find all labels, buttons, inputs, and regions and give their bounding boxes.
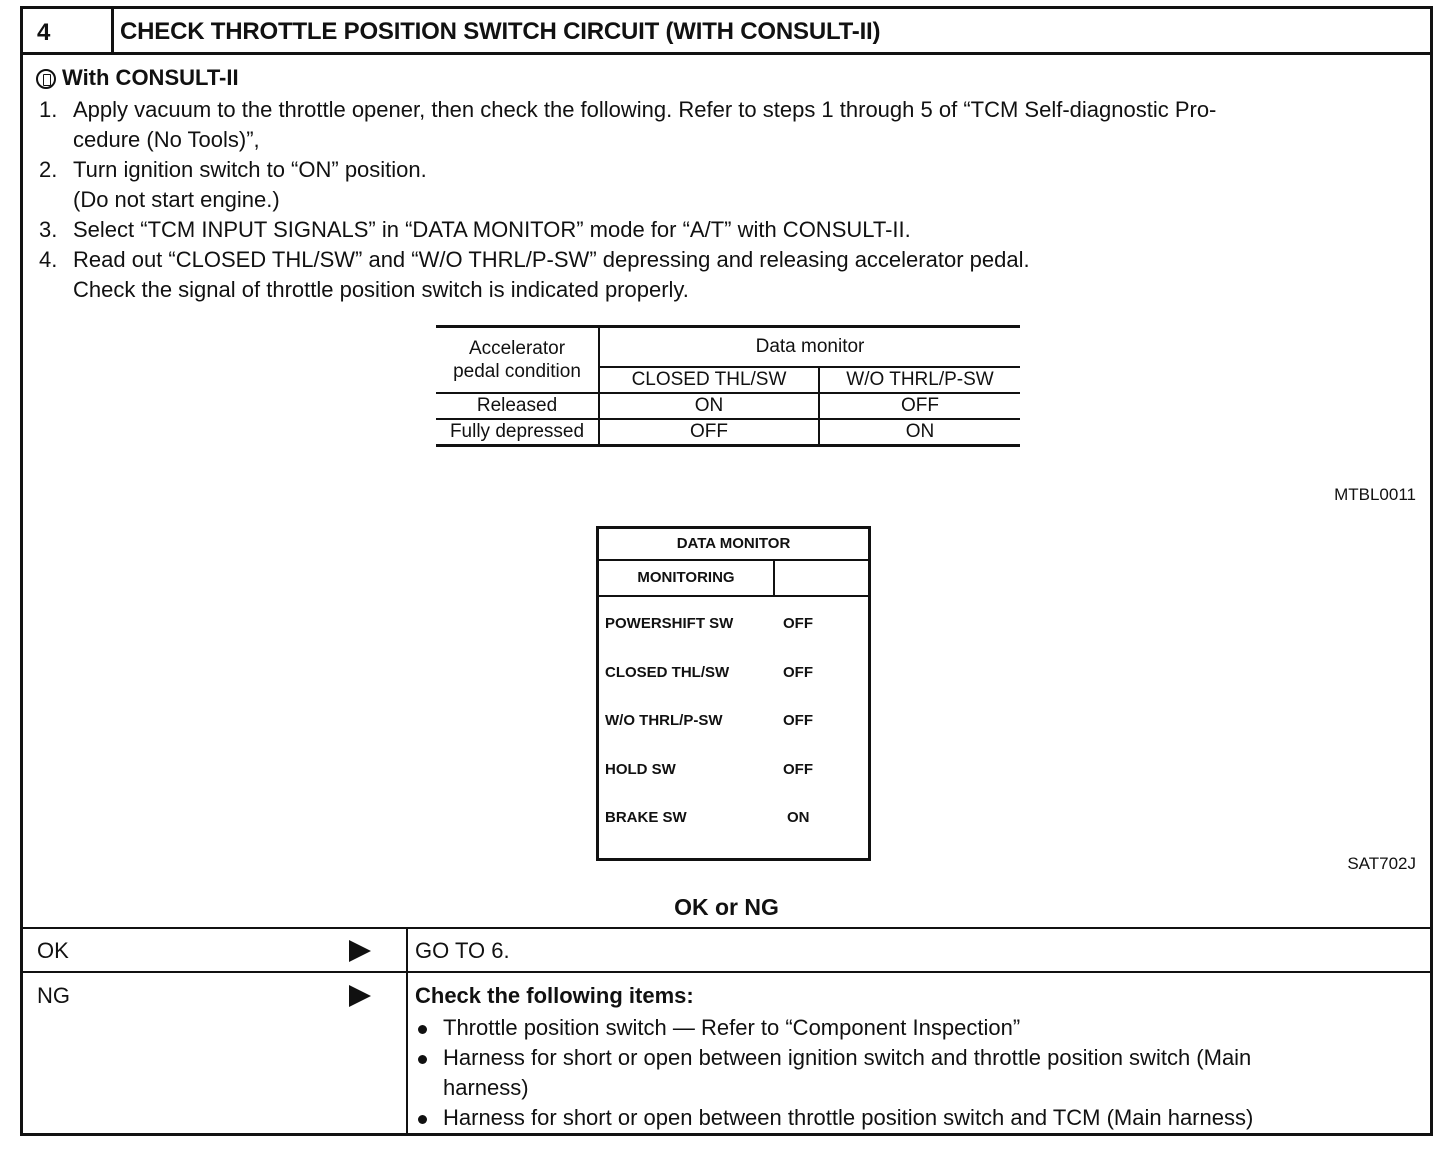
table-cell: OFF (599, 419, 819, 446)
monitor-item (605, 615, 865, 635)
bullet-icon (418, 1115, 427, 1124)
result-column-divider (406, 927, 408, 1136)
check-item (415, 1043, 1415, 1103)
step-number: 4 (37, 19, 51, 46)
ng-heading: Check the following items: (415, 983, 694, 1008)
check-item-line: Harness for short or open between throttle position switch and TCM (Main harness) (443, 1105, 1254, 1130)
table-subheader: CLOSED THL/SW (599, 367, 819, 393)
result-divider (23, 927, 1430, 929)
table-subheader: W/O THRL/P-SW (819, 367, 1020, 393)
step-title: CHECK THROTTLE POSITION SWITCH CIRCUIT (WITH CONSULT-II) (120, 18, 881, 45)
check-item-line: Harness for short or open between ignition switch and throttle position switch (Main (443, 1045, 1252, 1070)
step-index: 2. (39, 157, 58, 182)
monitor-item-value: OFF (783, 615, 813, 632)
instruction-list (39, 95, 1216, 305)
table-cell: ON (599, 393, 819, 419)
ok-action: GO TO 6. (415, 938, 510, 963)
step-index: 1. (39, 97, 58, 122)
monitor-item-label: HOLD SW (605, 761, 676, 778)
monitor-item (605, 712, 865, 732)
ok-label: OK (37, 938, 69, 963)
consult-heading (36, 65, 239, 91)
data-monitor-table (436, 325, 1020, 447)
check-item-line: harness) (443, 1075, 529, 1100)
header-line: pedal condition (453, 361, 581, 382)
instruction-step (39, 245, 1216, 305)
monitor-item-value: OFF (783, 712, 813, 729)
check-item-line: Throttle position switch — Refer to “Component Inspection” (443, 1015, 1021, 1040)
ng-label: NG (37, 983, 70, 1008)
ok-arrow-icon (349, 940, 371, 962)
header-line: Accelerator (468, 338, 566, 359)
step-header (23, 9, 1430, 55)
monitor-item (605, 809, 865, 829)
result-divider (23, 971, 1430, 973)
figure-code: MTBL0011 (1334, 485, 1416, 504)
consult-label: With CONSULT-II (62, 65, 239, 90)
ng-arrow-icon (349, 985, 371, 1007)
figure-code: SAT702J (1347, 854, 1416, 873)
step-line: Select “TCM INPUT SIGNALS” in “DATA MONITOR” mode for “A/T” with CONSULT-II. (73, 217, 911, 242)
monitor-item (605, 761, 865, 781)
table-cell: Fully depressed (436, 419, 599, 446)
instruction-step (39, 95, 1216, 155)
table-row (436, 393, 1020, 419)
monitor-item-label: CLOSED THL/SW (605, 664, 730, 681)
monitor-title: DATA MONITOR (599, 529, 868, 561)
ng-check-list (415, 1013, 1415, 1133)
step-line: cedure (No Tools)”, (73, 127, 260, 152)
monitor-tab-blank (775, 561, 868, 597)
table-cell: Released (436, 393, 599, 419)
bullet-icon (418, 1025, 427, 1034)
step-line: Turn ignition switch to “ON” position. (73, 157, 427, 182)
bullet-icon (418, 1055, 427, 1064)
instruction-step (39, 215, 1216, 245)
table-row (436, 419, 1020, 446)
monitor-item-value: OFF (783, 761, 813, 778)
step-line: (Do not start engine.) (73, 187, 280, 212)
header-divider (111, 9, 114, 52)
consult-tool-icon (36, 69, 56, 89)
step-line: Apply vacuum to the throttle opener, then check the following. Refer to steps 1 through 5 of “TCM Self-diagnostic Pro- (73, 97, 1217, 122)
monitor-item (605, 664, 865, 684)
monitor-item-label: BRAKE SW (605, 809, 687, 826)
step-line: Read out “CLOSED THL/SW” and “W/O THRL/P-SW” depressing and releasing accelerator pedal. (73, 247, 1030, 272)
monitor-item-value: OFF (783, 664, 813, 681)
instruction-step (39, 155, 1216, 215)
data-monitor-screen (596, 526, 871, 861)
monitor-item-label: W/O THRL/P-SW (605, 712, 723, 729)
table-cell: ON (819, 419, 1020, 446)
result-heading: OK or NG (674, 894, 779, 920)
step-index: 4. (39, 247, 58, 272)
procedure-frame (20, 6, 1433, 1136)
step-index: 3. (39, 217, 58, 242)
table-cell: OFF (819, 393, 1020, 419)
check-item (415, 1013, 1415, 1043)
table-header-condition (436, 327, 599, 394)
monitoring-tab: MONITORING (599, 561, 775, 597)
monitor-item-value: ON (787, 809, 810, 826)
monitor-item-label: POWERSHIFT SW (605, 615, 734, 632)
check-item (415, 1103, 1415, 1133)
table-header-group: Data monitor (599, 327, 1020, 368)
step-line: Check the signal of throttle position switch is indicated properly. (73, 277, 689, 302)
